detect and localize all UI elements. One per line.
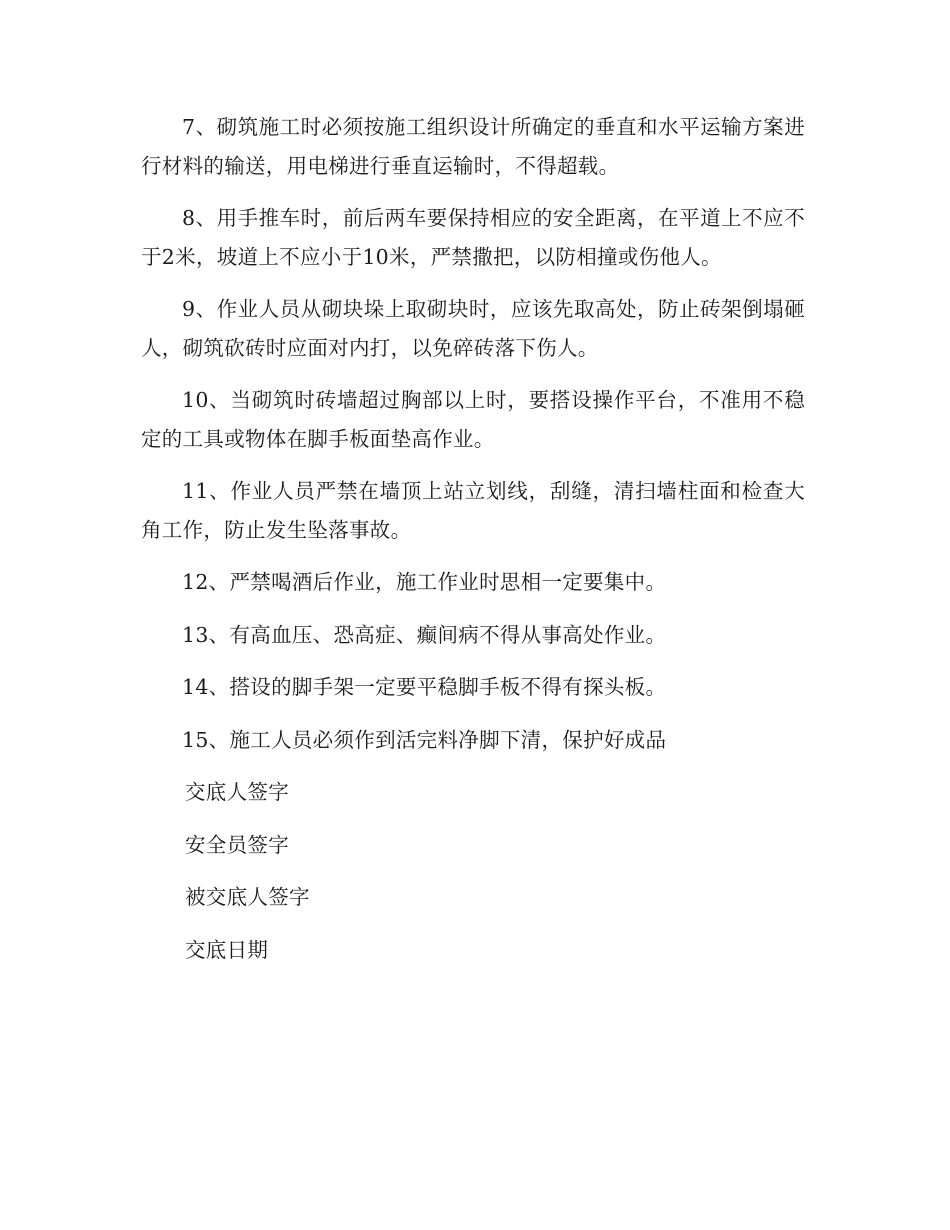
briefing-date-label: 交底日期 <box>185 937 269 962</box>
clause-10: 10、当砌筑时砖墙超过胸部以上时，要搭设操作平台，不准用不稳定的工具或物体在脚手板面垫高作业。 <box>141 388 805 451</box>
recipient-signature-label: 被交底人签字 <box>185 885 310 909</box>
document-body <box>141 108 805 983</box>
safety-officer-signature-label: 安全员签字 <box>185 832 289 857</box>
clause-7: 7、砌筑施工时必须按施工组织设计所确定的垂直和水平运输方案进行材料的输送，用电梯进行垂直运输时，不得超载。 <box>141 115 805 178</box>
presenter-signature-label: 交底人签字 <box>185 780 289 804</box>
clause-8: 8、用手推车时，前后两车要保持相应的安全距离，在平道上不应不于2米，坡道上不应小于10米，严禁撒把，以防相撞或伤他人。 <box>141 206 805 269</box>
clause-14: 14、搭设的脚手架一定要平稳脚手板不得有探头板。 <box>182 675 667 699</box>
clause-11: 11、作业人员严禁在墙顶上站立划线，刮缝，清扫墙柱面和检查大角工作，防止发生坠落事故。 <box>141 479 805 542</box>
clause-15: 15、施工人员必须作到活完料净脚下清，保护好成品 <box>182 727 667 752</box>
clause-9: 9、作业人员从砌块垛上取砌块时，应该先取高处，防止砖架倒塌砸人，砌筑砍砖时应面对内打，以免碎砖落下伤人。 <box>141 297 805 360</box>
clause-12: 12、严禁喝酒后作业，施工作业时思相一定要集中。 <box>182 570 667 594</box>
clause-13: 13、有高血压、恐高症、癫间病不得从事高处作业。 <box>182 622 667 647</box>
